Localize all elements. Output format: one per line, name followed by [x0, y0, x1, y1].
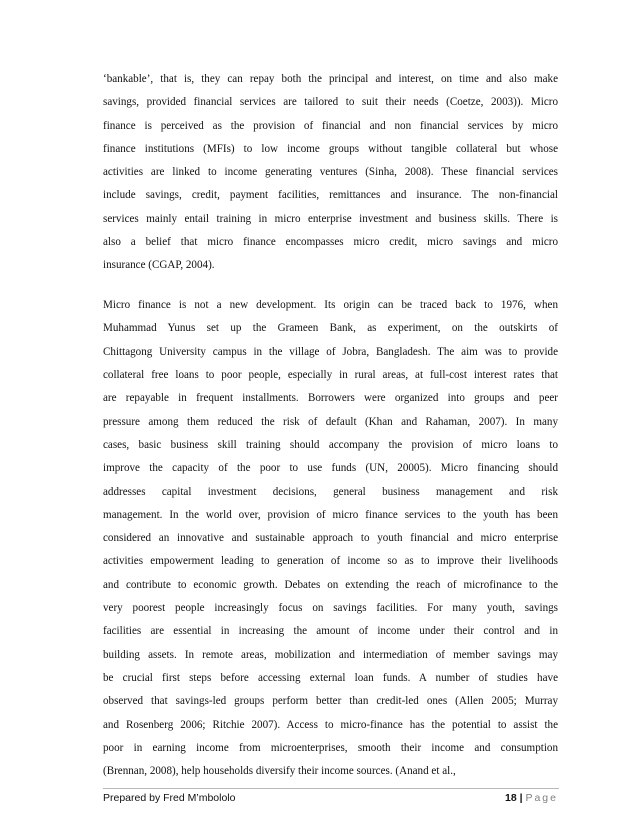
text-line: very poorest people increasingly focus on savings facilities. For many youth, savings	[103, 602, 558, 615]
text-line: be crucial first steps before accessing external loan funds. A number of studies have	[103, 671, 558, 684]
text-line: are repayable in frequent installments. Borrowers were organized into groups and peer	[103, 392, 558, 405]
text-line: ‘bankable’, that is, they can repay both the principal and interest, on time and also make	[103, 73, 558, 85]
body-text	[103, 68, 558, 783]
text-line: finance is perceived as the provision of financial and non financial services by micro	[103, 119, 558, 132]
text-line: management. In the world over, provision of micro finance services to the youth has been	[103, 508, 558, 521]
text-line: Micro finance is not a new development. Its origin can be traced back to 1976, when	[103, 299, 558, 312]
text-line: (Brennan, 2008), help households diversify their income sources. (Anand et al.,	[103, 765, 456, 778]
text-line: activities empowerment leading to generation of income so as to improve their livelihoods	[103, 555, 558, 568]
text-line: finance institutions (MFIs) to low income groups without tangible collateral but whose	[103, 142, 558, 155]
footer-author: Prepared by Fred M’mbololo	[103, 792, 236, 804]
text-line: and Rosenberg 2006; Ritchie 2007). Access to micro-finance has the potential to assist the	[103, 718, 558, 731]
text-line: poor in earning income from microenterprises, smooth their income and consumption	[103, 741, 558, 754]
text-line: services mainly entail training in micro enterprise investment and business skills. There is	[103, 212, 558, 225]
text-line: Chittagong University campus in the village of Jobra, Bangladesh. The aim was to provide	[103, 345, 558, 358]
text-line: addresses capital investment decisions, general business management and risk	[103, 485, 558, 498]
text-line: facilities are essential in increasing the amount of income under their control and in	[103, 625, 558, 638]
text-line: Muhammad Yunus set up the Grameen Bank, as experiment, on the outskirts of	[103, 322, 558, 335]
page-number: 18	[504, 792, 517, 804]
text-line: include savings, credit, payment facilities, remittances and insurance. The non-financial	[103, 189, 558, 202]
paragraph-bankable-definition	[103, 68, 558, 278]
footer-page-number	[505, 792, 558, 804]
text-line: and contribute to economic growth. Debates on extending the reach of microfinance to the	[103, 578, 558, 591]
text-line: cases, basic business skill training should accompany the provision of micro loans to	[103, 438, 558, 451]
page-label: Page	[525, 792, 558, 804]
text-line: also a belief that micro finance encompasses micro credit, micro savings and micro	[103, 236, 558, 249]
text-line: pressure among them reduced the risk of default (Khan and Rahaman, 2007). In many	[103, 415, 558, 428]
text-line: building assets. In remote areas, mobilization and intermediation of member savings may	[103, 648, 558, 661]
text-line: considered an innovative and sustainable approach to youth financial and micro enterprise	[103, 532, 558, 545]
text-line: observed that savings-led groups perform better than credit-led ones (Allen 2005; Murray	[103, 695, 558, 708]
footer-rule	[103, 788, 559, 789]
text-line: activities are linked to income generating ventures (Sinha, 2008). These financial services	[103, 166, 558, 179]
paragraph-microfinance-origin	[103, 294, 558, 783]
text-line: insurance (CGAP, 2004).	[103, 259, 215, 272]
text-line: improve the capacity of the poor to use funds (UN, 20005). Micro financing should	[103, 462, 558, 475]
text-line: savings, provided financial services are tailored to suit their needs (Coetze, 2003)). Micro	[103, 96, 558, 109]
text-line: collateral free loans to poor people, especially in rural areas, at full-cost interest rates that	[103, 369, 558, 382]
page-separator: |	[519, 792, 523, 804]
paragraph-gap	[103, 278, 558, 295]
